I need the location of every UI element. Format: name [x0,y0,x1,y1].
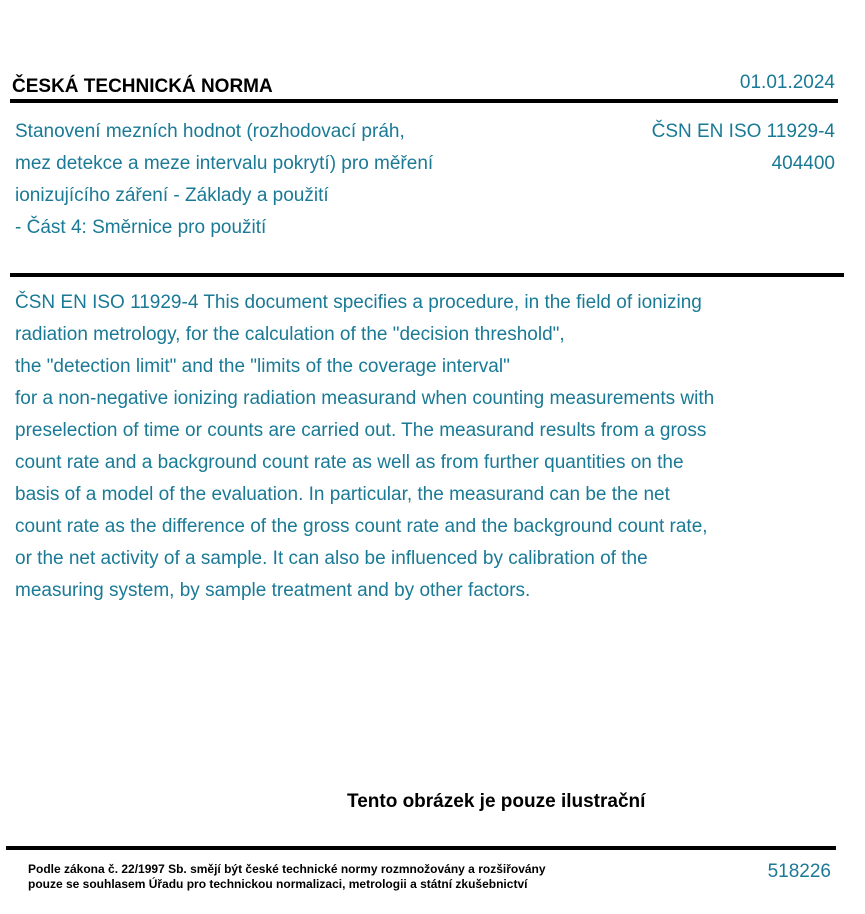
standard-designation: ČSN EN ISO 11929-4 [651,121,835,142]
document-heading: ČESKÁ TECHNICKÁ NORMA [12,76,273,97]
class-code: 404400 [771,153,835,174]
abstract [15,287,845,607]
abstract-line: or the net activity of a sample. It can also be influenced by calibration of the [15,548,648,569]
abstract-line: ČSN EN ISO 11929-4 This document specifies a procedure, in the field of ionizing [15,292,702,313]
abstract-line: count rate as the difference of the gross count rate and the background count rate, [15,516,708,537]
abstract-line: measuring system, by sample treatment and by other factors. [15,580,531,601]
abstract-line: preselection of time or counts are carried out. The measurand results from a gross [15,420,707,441]
document-number: 518226 [767,861,831,882]
legal-notice [28,862,546,892]
publication-date: 01.01.2024 [739,72,835,93]
top-divider [10,99,838,103]
middle-divider [10,273,844,277]
abstract-line: count rate and a background count rate as well as from further quantities on the [15,452,684,473]
abstract-line: the "detection limit" and the "limits of the coverage interval" [15,356,510,377]
legal-line: Podle zákona č. 22/1997 Sb. smějí být české technické normy rozmnožovány a rozšiřovány [28,862,546,876]
legal-line: pouze se souhlasem Úřadu pro technickou normalizaci, metrologii a státní zkušebnictví [28,877,528,891]
bottom-divider [6,846,836,850]
standard-title-line: - Část 4: Směrnice pro použití [15,217,267,238]
abstract-line: for a non-negative ionizing radiation measurand when counting measurements with [15,388,715,409]
standard-title [15,116,575,244]
standard-title-line: ionizujícího záření - Základy a použití [15,185,329,206]
abstract-line: radiation metrology, for the calculation of the "decision threshold", [15,324,565,345]
standard-title-line: Stanovení mezních hodnot (rozhodovací práh, [15,121,405,142]
standard-identifiers [652,116,835,180]
illustration-note: Tento obrázek je pouze ilustrační [347,791,646,812]
standard-title-line: mez detekce a meze intervalu pokrytí) pro měření [15,153,434,174]
abstract-line: basis of a model of the evaluation. In particular, the measurand can be the net [15,484,670,505]
